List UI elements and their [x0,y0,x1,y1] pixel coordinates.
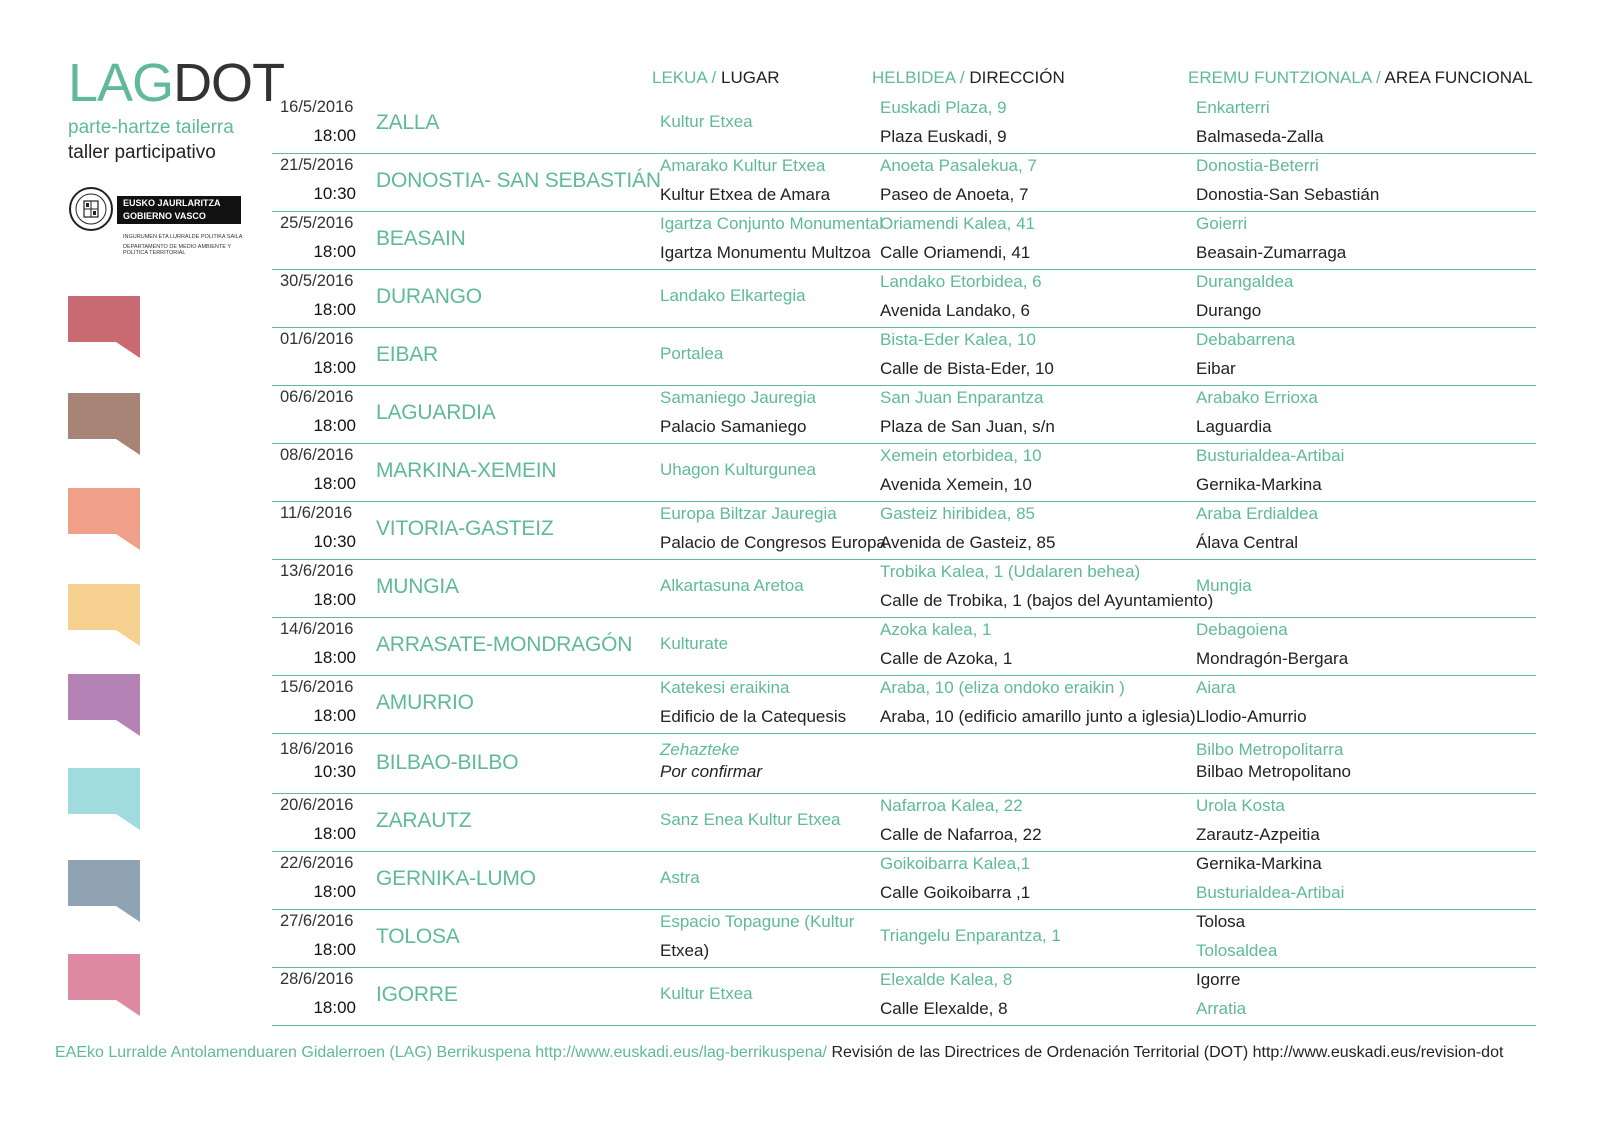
date-cell: 15/6/2016 [280,678,354,696]
table-row [272,500,1536,560]
address-spanish: Paseo de Anoeta, 7 [880,185,1029,204]
address-spanish: Calle de Nafarroa, 22 [880,825,1042,844]
department-name: INGURUMEN ETA LURRALDE POLITIKA SAILA DEPARTAMENTO DE MEDIO AMBIENTE Y POLÍTICA TERRITORIAL [123,234,243,256]
city-cell: ZARAUTZ [376,809,472,832]
functional-area-line2: Durango [1196,301,1262,320]
city-cell: MARKINA-XEMEIN [376,459,557,482]
table-row [272,268,1536,328]
city-cell: DONOSTIA- SAN SEBASTIÁN [376,169,661,192]
functional-area-line1: Goierri [1196,214,1248,233]
functional-area-line1: Donostia-Beterri [1196,156,1319,175]
header-place: LEKUA / LUGAR [652,68,780,87]
address-basque: Nafarroa Kalea, 22 [880,796,1023,815]
functional-area-line1: Gernika-Markina [1196,854,1322,873]
speech-bubble-flag-icon [68,674,140,736]
address-basque: Bista-Eder Kalea, 10 [880,330,1036,349]
date-cell: 01/6/2016 [280,330,354,348]
city-cell: MUNGIA [376,575,459,598]
government-banner: EUSKO JAURLARITZA GOBIERNO VASCO [117,196,241,224]
address-spanish: Calle de Azoka, 1 [880,649,1013,668]
address-basque: Anoeta Pasalekua, 7 [880,156,1037,175]
table-row [272,94,1536,154]
address-spanish: Avenida de Gasteiz, 85 [880,533,1056,552]
functional-area-line2: Zarautz-Azpeitia [1196,825,1320,844]
address-spanish: Avenida Xemein, 10 [880,475,1032,494]
place-basque: Kultur Etxea [660,984,753,1003]
date-cell: 28/6/2016 [280,970,354,988]
functional-area-line2: Álava Central [1196,533,1299,552]
place-basque: Espacio Topagune (Kultur [660,912,855,931]
subtitle-spanish: taller participativo [68,142,216,163]
speech-bubble-flag-icon [68,954,140,1016]
address-basque: Elexalde Kalea, 8 [880,970,1013,989]
time-cell: 18:00 [313,590,356,609]
address-spanish: Calle Goikoibarra ,1 [880,883,1031,902]
functional-area-line2: Beasain-Zumarraga [1196,243,1347,262]
address-spanish: Araba, 10 (edificio amarillo junto a iglesia) [880,707,1196,726]
table-row [272,616,1536,676]
functional-area-line2: Busturialdea-Artibai [1196,883,1345,902]
subtitle-basque: parte-hartze tailerra [68,117,234,138]
date-cell: 25/5/2016 [280,214,354,232]
place-basque: Igartza Conjunto Monumental [660,214,884,233]
place-basque: Alkartasuna Aretoa [660,576,804,595]
time-cell: 18:00 [313,126,356,145]
footer-basque: EAEko Lurralde Antolamenduaren Gidalerroen (LAG) Berrikuspena http://www.euskadi.eus/lag-berrikuspena/ [55,1044,827,1061]
place-basque: Portalea [660,344,724,363]
time-cell: 18:00 [313,358,356,377]
city-cell: GERNIKA-LUMO [376,867,536,890]
functional-area-line1: Enkarterri [1196,98,1270,117]
table-row [272,908,1536,968]
place-spanish: Etxea) [660,941,710,960]
speech-bubble-flag-icon [68,393,140,455]
functional-area-line2: Bilbao Metropolitano [1196,762,1351,781]
city-cell: ZALLA [376,111,440,134]
place-basque: Uhagon Kulturgunea [660,460,816,479]
time-cell: 10:30 [313,532,356,551]
date-cell: 08/6/2016 [280,446,354,464]
functional-area-line1: Araba Erdialdea [1196,504,1318,523]
functional-area-line2: Tolosaldea [1196,941,1278,960]
speech-bubble-flag-icon [68,584,140,646]
time-cell: 18:00 [313,416,356,435]
city-cell: EIBAR [376,343,439,366]
address-spanish: Plaza Euskadi, 9 [880,127,1007,146]
city-cell: DURANGO [376,285,482,308]
functional-area-line2: Eibar [1196,359,1236,378]
table-row [272,966,1536,1026]
address-basque: Oriamendi Kalea, 41 [880,214,1035,233]
date-cell: 13/6/2016 [280,562,354,580]
city-cell: AMURRIO [376,691,474,714]
date-cell: 27/6/2016 [280,912,354,930]
brand-block [68,55,284,165]
date-cell: 18/6/2016 [280,740,354,758]
address-basque: Triangelu Enparantza, 1 [880,926,1061,945]
time-cell: 18:00 [313,648,356,667]
date-cell: 06/6/2016 [280,388,354,406]
place-basque: Europa Biltzar Jauregia [660,504,837,523]
time-cell: 18:00 [313,882,356,901]
time-cell: 10:30 [313,762,356,781]
address-spanish: Calle de Bista-Eder, 10 [880,359,1054,378]
table-row [272,734,1536,794]
functional-area-line2: Mondragón-Bergara [1196,649,1349,668]
place-basque: Sanz Enea Kultur Etxea [660,810,841,829]
place-spanish: Igartza Monumentu Multzoa [660,243,871,262]
address-spanish: Calle Elexalde, 8 [880,999,1008,1018]
table-row [272,152,1536,212]
functional-area-line2: Arratia [1196,999,1247,1018]
place-spanish: Por confirmar [660,762,763,781]
address-spanish: Plaza de San Juan, s/n [880,417,1055,436]
time-cell: 18:00 [313,998,356,1017]
functional-area-line1: Tolosa [1196,912,1246,931]
place-basque: Kultur Etxea [660,112,753,131]
speech-bubble-flag-icon [68,296,140,358]
city-cell: LAGUARDIA [376,401,496,424]
address-basque: Trobika Kalea, 1 (Udalaren behea) [880,562,1141,581]
table-row [272,384,1536,444]
functional-area: Mungia [1196,576,1252,595]
address-basque: Euskadi Plaza, 9 [880,98,1007,117]
footer [55,1044,1503,1062]
functional-area-line1: Debabarrena [1196,330,1296,349]
time-cell: 18:00 [313,940,356,959]
city-cell: VITORIA-GASTEIZ [376,517,554,540]
functional-area-line1: Debagoiena [1196,620,1288,639]
address-basque: Landako Etorbidea, 6 [880,272,1042,291]
time-cell: 10:30 [313,184,356,203]
functional-area-line1: Igorre [1196,970,1241,989]
table-row [272,674,1536,734]
address-basque: Araba, 10 (eliza ondoko eraikin ) [880,678,1125,697]
functional-area-line2: Balmaseda-Zalla [1196,127,1324,146]
footer-spanish: Revisión de las Directrices de Ordenación Territorial (DOT) http://www.euskadi.eus/revision-dot [831,1044,1504,1061]
date-cell: 14/6/2016 [280,620,354,638]
place-basque: Zehazteke [660,740,740,759]
address-basque: Azoka kalea, 1 [880,620,992,639]
place-basque: Samaniego Jauregia [660,388,816,407]
functional-area-line2: Laguardia [1196,417,1272,436]
address-spanish: Calle de Trobika, 1 (bajos del Ayuntamiento) [880,591,1214,610]
date-cell: 22/6/2016 [280,854,354,872]
place-basque: Astra [660,868,700,887]
date-cell: 20/6/2016 [280,796,354,814]
address-basque: Gasteiz hiribidea, 85 [880,504,1035,523]
date-cell: 11/6/2016 [280,504,353,522]
address-basque: Goikoibarra Kalea,1 [880,854,1031,873]
date-cell: 16/5/2016 [280,98,354,116]
speech-bubble-flag-icon [68,768,140,830]
table-row [272,792,1536,852]
address-basque: San Juan Enparantza [880,388,1044,407]
government-logo [68,186,243,266]
functional-area-line1: Busturialdea-Artibai [1196,446,1345,465]
coat-of-arms-icon [68,186,114,232]
table-row [272,558,1536,618]
functional-area-line1: Aiara [1196,678,1236,697]
functional-area-line1: Urola Kosta [1196,796,1285,815]
functional-area-line2: Gernika-Markina [1196,475,1322,494]
functional-area-line1: Durangaldea [1196,272,1294,291]
functional-area-line1: Arabako Errioxa [1196,388,1318,407]
time-cell: 18:00 [313,474,356,493]
city-cell: ARRASATE-MONDRAGÓN [376,633,633,656]
place-basque: Amarako Kultur Etxea [660,156,826,175]
table-row [272,210,1536,270]
city-cell: BEASAIN [376,227,466,250]
address-basque: Xemein etorbidea, 10 [880,446,1042,465]
table-row [272,442,1536,502]
functional-area-line2: Llodio-Amurrio [1196,707,1307,726]
place-spanish: Kultur Etxea de Amara [660,185,831,204]
time-cell: 18:00 [313,824,356,843]
time-cell: 18:00 [313,300,356,319]
header-functional-area: EREMU FUNTZIONALA / AREA FUNCIONAL [1188,68,1533,87]
date-cell: 21/5/2016 [280,156,354,174]
date-cell: 30/5/2016 [280,272,354,290]
place-basque: Katekesi eraikina [660,678,790,697]
speech-bubble-flag-icon [68,860,140,922]
city-cell: IGORRE [376,983,458,1006]
lagdot-logo: LAGDOT [68,53,285,113]
place-spanish: Palacio de Congresos Europa [660,533,886,552]
speech-bubble-flag-icon [68,488,140,550]
header-address: HELBIDEA / DIRECCIÓN [872,68,1065,87]
address-spanish: Calle Oriamendi, 41 [880,243,1031,262]
functional-area-line2: Donostia-San Sebastián [1196,185,1380,204]
city-cell: TOLOSA [376,925,460,948]
place-spanish: Edificio de la Catequesis [660,707,847,726]
functional-area-line1: Bilbo Metropolitarra [1196,740,1344,759]
city-cell: BILBAO-BILBO [376,751,519,774]
place-spanish: Palacio Samaniego [660,417,807,436]
table-row [272,850,1536,910]
time-cell: 18:00 [313,706,356,725]
place-basque: Landako Elkartegia [660,286,806,305]
table-row [272,326,1536,386]
time-cell: 18:00 [313,242,356,261]
address-spanish: Avenida Landako, 6 [880,301,1030,320]
place-basque: Kulturate [660,634,729,653]
